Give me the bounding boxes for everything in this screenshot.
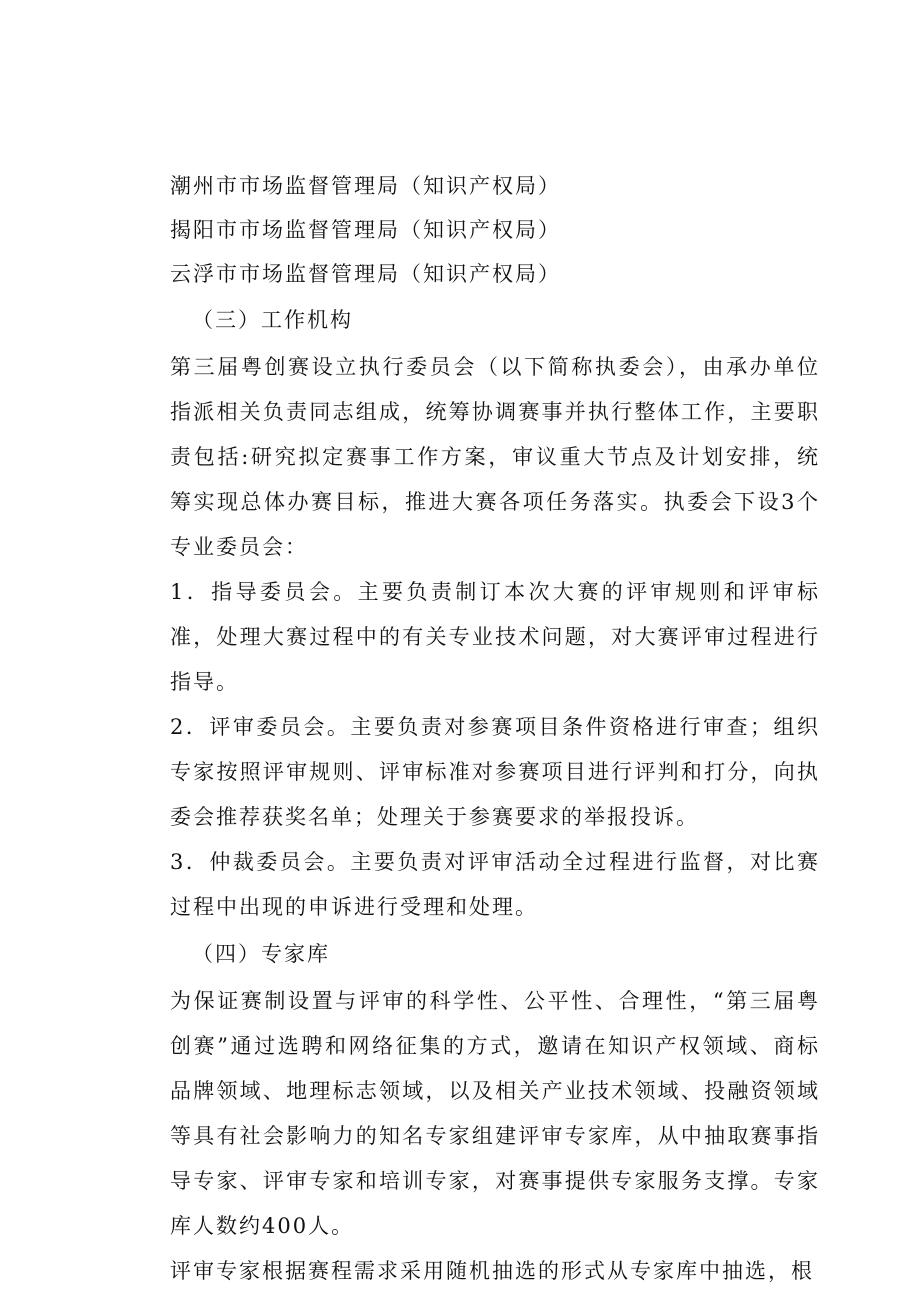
committee-review: 2．评审委员会。主要负责对参赛项目条件资格进行审查；组织专家按照评审规则、评审标准对参赛项目进行评判和打分，向执委会推荐获奖名单；处理关于参赛要求的举报投诉。 bbox=[170, 715, 820, 829]
section-four-paragraph: 为保证赛制设置与评审的科学性、公平性、合理性，“第三届粤创赛”通过选聘和网络征集的方式，邀请在知识产权领域、商标品牌领域、地理标志领域，以及相关产业技术领域、投融资领域等具有社会影响力的知名专家组建评审专家库，从中抽取赛事指导专家、评审专家和培训专家，对赛事提供专家服务支撑。专家库人数约400人。 bbox=[170, 989, 820, 1238]
section-three-heading: （三）工作机构 bbox=[192, 308, 353, 332]
section-four-heading: （四）专家库 bbox=[192, 942, 330, 966]
document-body bbox=[170, 164, 820, 1294]
final-paragraph: 评审专家根据赛程需求采用随机抽选的形式从专家库中抽选，根 bbox=[170, 1259, 814, 1283]
committee-arbitration: 3．仲裁委员会。主要负责对评审活动全过程进行监督，对比赛过程中出现的申诉进行受理和处理。 bbox=[170, 850, 820, 919]
org-line-yunfu: 云浮市市场监督管理局（知识产权局） bbox=[170, 262, 561, 286]
org-line-jieyang: 揭阳市市场监督管理局（知识产权局） bbox=[170, 218, 561, 242]
section-three-intro: 第三届粤创赛设立执行委员会（以下简称执委会），由承办单位指派相关负责同志组成，统筹协调赛事并执行整体工作，主要职责包括:研究拟定赛事工作方案，审议重大节点及计划安排，统筹实现总体办赛目标，推进大赛各项任务落实。执委会下设3个专业委员会： bbox=[170, 355, 820, 559]
org-line-chaozhou: 潮州市市场监督管理局（知识产权局） bbox=[170, 174, 561, 198]
committee-guidance: 1．指导委员会。主要负责制订本次大赛的评审规则和评审标准，处理大赛过程中的有关专业技术问题，对大赛评审过程进行指导。 bbox=[170, 580, 820, 694]
